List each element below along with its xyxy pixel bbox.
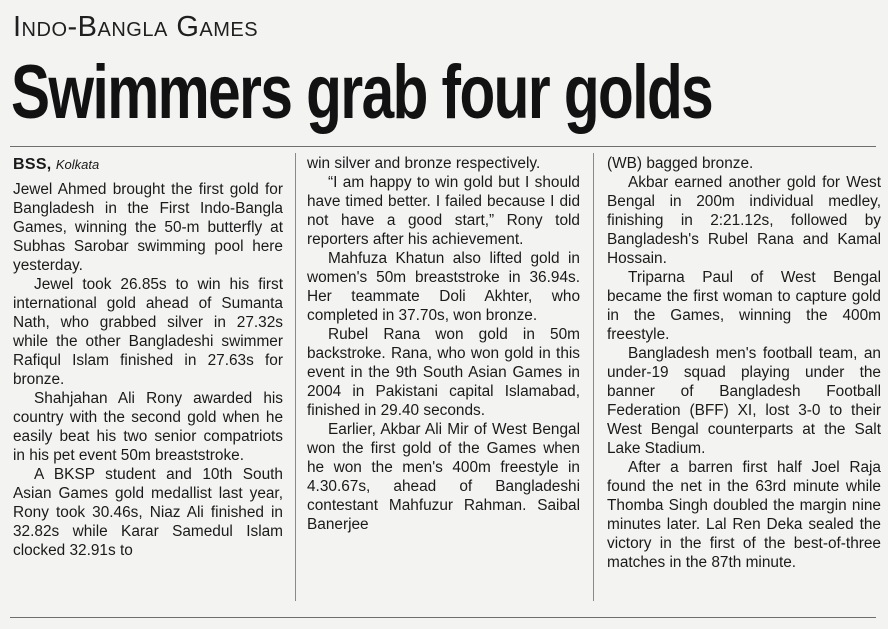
column-divider	[593, 153, 594, 601]
bottom-rule	[10, 617, 876, 618]
article-column-2	[307, 154, 580, 534]
paragraph: After a barren first half Joel Raja found the net in the 63rd minute while Thomba Singh doubled the margin nine minutes later. Lal Ren Deka sealed the victory in the first of the best-of-three matches in the 87th minute.	[607, 459, 881, 571]
paragraph: Mahfuza Khatun also lifted gold in women's 50m breaststroke in 36.94s. Her teammate Doli Akhter, who completed in 37.70s, won bronze.	[307, 250, 580, 324]
article-column-3	[607, 154, 881, 572]
paragraph: Triparna Paul of West Bengal became the first woman to capture gold in the Games, winning the 400m freestyle.	[607, 269, 881, 343]
paragraph: win silver and bronze respectively.	[307, 155, 541, 172]
headline: Swimmers grab four golds	[11, 50, 713, 135]
top-rule	[10, 146, 876, 147]
column-divider	[295, 153, 296, 601]
paragraph: “I am happy to win gold but I should have timed better. I failed because I did not have a good start,” Rony told reporters after his achievement.	[307, 174, 580, 248]
paragraph: (WB) bagged bronze.	[607, 155, 754, 172]
byline-agency: BSS,	[13, 156, 52, 173]
paragraph: Akbar earned another gold for West Bengal in 200m individual medley, finishing in 2:21.12s, followed by Bangladesh's Rubel Rana and Kamal Hossain.	[607, 174, 881, 267]
paragraph: Earlier, Akbar Ali Mir of West Bengal won the first gold of the Games when he won the men's 400m freestyle in 4.30.67s, ahead of Bangladeshi contestant Mahfuzur Rahman. Saibal Banerjee	[307, 421, 580, 533]
paragraph: Bangladesh men's football team, an under-19 squad playing under the banner of Bangladesh Football Federation (BFF) XI, lost 3-0 to their West Bengal counterparts at the Salt Lake Stadium.	[607, 345, 881, 457]
paragraph: Jewel Ahmed brought the first gold for Bangladesh in the First Indo-Bangla Games, winning the 50-m butterfly at Subhas Sarobar swimming pool here yesterday.	[13, 181, 283, 274]
paragraph: Jewel took 26.85s to win his first international gold ahead of Sumanta Nath, who grabbed silver in 27.32s while the other Bangladeshi swimmer Rafiqul Islam finished in 27.63s for bronze.	[13, 276, 283, 388]
paragraph: A BKSP student and 10th South Asian Games gold medallist last year, Rony took 30.46s, Niaz Ali finished in 32.82s while Karar Samedul Islam clocked 32.91s to	[13, 466, 283, 559]
paragraph: Rubel Rana won gold in 50m backstroke. Rana, who won gold in this event in the 9th South Asian Games in 2004 in Pakistani capital Islamabad, finished in 29.40 seconds.	[307, 326, 580, 419]
section-kicker: Indo-Bangla Games	[13, 11, 259, 43]
byline	[13, 154, 283, 176]
paragraph: Shahjahan Ali Rony awarded his country with the second gold when he easily beat his two senior compatriots in his pet event 50m breaststroke.	[13, 390, 283, 464]
byline-city: Kolkata	[55, 157, 100, 172]
article-column-1	[13, 154, 283, 560]
